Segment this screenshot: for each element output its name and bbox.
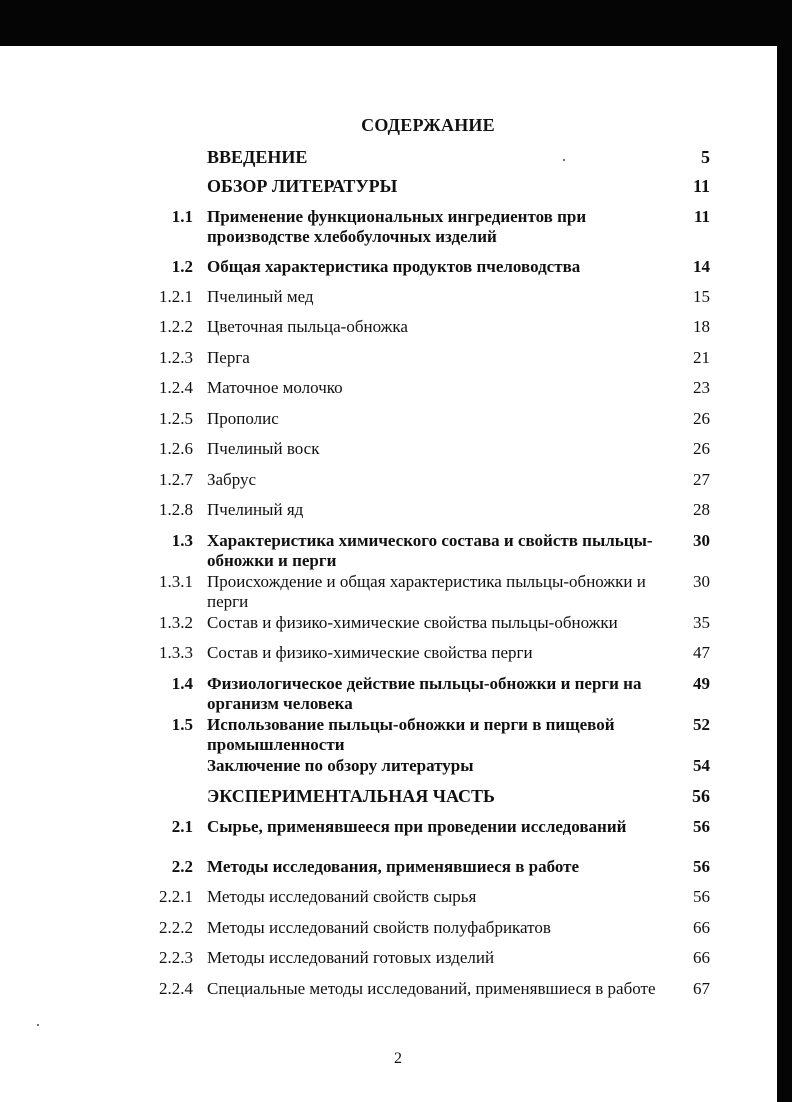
toc-entry-title: Методы исследований готовых изделий: [207, 948, 495, 967]
toc-entry-title: Физиологическое действие пыльцы-обножки и перги на организм человека: [207, 674, 642, 713]
toc-entry-title: Заключение по обзору литературы: [207, 756, 474, 775]
toc-entry-page: 23: [693, 378, 710, 397]
toc-entry-number: 2.2.3: [159, 948, 193, 967]
toc-entry-number: 1.3: [171, 531, 193, 550]
toc-entry-number: 2.2.1: [159, 887, 193, 906]
toc-entry-title: Пчелиный воск: [207, 439, 320, 458]
toc-entry-page: 18: [693, 317, 710, 336]
toc-entry-page: 52: [693, 715, 710, 734]
toc-entry-page: 54: [693, 756, 710, 775]
toc-entry-page: 11: [693, 207, 710, 226]
toc-entry-title: Характеристика химического состава и свойств пыльцы-обножки и перги: [207, 531, 653, 570]
toc-entry-page: 47: [693, 643, 710, 662]
toc-entry-title: Перга: [207, 348, 250, 367]
scan-speck: [37, 1024, 39, 1026]
toc-entry-page: 66: [693, 918, 710, 937]
toc-entry-page: 15: [693, 287, 710, 306]
toc-entry-number: 1.3.1: [159, 572, 193, 591]
toc-entry-number: 1.2.3: [159, 348, 193, 367]
toc-entry-title: Методы исследований свойств сырья: [207, 887, 477, 906]
toc-entry-number: 1.3.2: [159, 613, 193, 632]
toc-entry-title: Специальные методы исследований, применявшиеся в работе: [207, 979, 656, 998]
toc-entry-page: 11: [692, 176, 710, 196]
toc-entry-page: 14: [693, 257, 710, 276]
toc-entry-page: 27: [693, 470, 710, 489]
toc-entry-title: Забрус: [207, 470, 257, 489]
toc-entry-page: 56: [693, 857, 710, 876]
toc-entry-number: 2.2: [171, 857, 193, 876]
toc-entry-page: 67: [693, 979, 710, 998]
toc-entry-number: 2.2.2: [159, 918, 193, 937]
scan-speck: [563, 159, 565, 161]
toc-entry-page: 30: [693, 572, 710, 591]
toc-entry-page: 28: [693, 500, 710, 519]
toc-entry-page: 5: [701, 147, 710, 167]
toc-entry-number: 1.4: [171, 674, 193, 693]
toc-entry-number: 1.2.1: [159, 287, 193, 306]
toc-entry-title: Пчелиный яд: [207, 500, 304, 519]
toc-entry-number: 1.2.4: [159, 378, 193, 397]
toc-entry-title: ЭКСПЕРИМЕНТАЛЬНАЯ ЧАСТЬ: [207, 786, 495, 806]
toc-entry-number: 1.2.5: [159, 409, 193, 428]
toc-entry-page: 56: [692, 786, 710, 806]
page-number: 2: [394, 1050, 402, 1067]
toc-entry-page: 21: [693, 348, 710, 367]
toc-entry-title: ОБЗОР ЛИТЕРАТУРЫ: [207, 176, 398, 196]
toc-entry-number: 1.2.7: [159, 470, 193, 489]
toc-entry-number: 2.2.4: [159, 979, 193, 998]
toc-entry-number: 1.2.6: [159, 439, 193, 458]
toc-entry-title: Происхождение и общая характеристика пыльцы-обножки и перги: [207, 572, 646, 611]
toc-entry-page: 26: [693, 409, 710, 428]
page-title: СОДЕРЖАНИЕ: [361, 115, 495, 135]
toc-entry-title: Использование пыльцы-обножки и перги в пищевой промышленности: [207, 715, 615, 754]
toc-entry-title: ВВЕДЕНИЕ: [207, 147, 308, 167]
scan-right-border: [777, 0, 792, 1102]
toc-entry-title: Маточное молочко: [207, 378, 343, 397]
toc-entry-title: Методы исследования, применявшиеся в работе: [207, 857, 580, 876]
toc-entry-title: Сырье, применявшееся при проведении исследований: [207, 817, 627, 836]
toc-entry-title: Пчелиный мед: [207, 287, 314, 306]
toc-entry-page: 26: [693, 439, 710, 458]
toc-entry-number: 1.2: [171, 257, 193, 276]
toc-entry-page: 56: [693, 817, 710, 836]
toc-entry-title: Методы исследований свойств полуфабрикатов: [207, 918, 551, 937]
toc-entry-number: 1.2.8: [159, 500, 193, 519]
toc-entry-title: Общая характеристика продуктов пчеловодства: [207, 257, 581, 276]
toc-entry-page: 66: [693, 948, 710, 967]
toc-entry-number: 2.1: [171, 817, 193, 836]
toc-entry-number: 1.1: [171, 207, 193, 226]
toc-entry-number: 1.2.2: [159, 317, 193, 336]
toc-entry-title: Применение функциональных ингредиентов при производстве хлебобулочных изделий: [207, 207, 587, 246]
toc-entry-page: 30: [693, 531, 710, 550]
toc-entry-number: 1.3.3: [159, 643, 193, 662]
toc-entry-page: 49: [693, 674, 710, 693]
toc-entry-title: Состав и физико-химические свойства пыльцы-обножки: [207, 613, 618, 632]
toc-entry-title: Состав и физико-химические свойства перги: [207, 643, 533, 662]
scan-top-border: [0, 0, 792, 46]
toc-entry-title: Прополис: [207, 409, 279, 428]
toc-entry-number: 1.5: [171, 715, 193, 734]
toc-entry-page: 56: [693, 887, 710, 906]
toc-entry-page: 35: [693, 613, 710, 632]
toc-entry-title: Цветочная пыльца-обножка: [207, 317, 408, 336]
